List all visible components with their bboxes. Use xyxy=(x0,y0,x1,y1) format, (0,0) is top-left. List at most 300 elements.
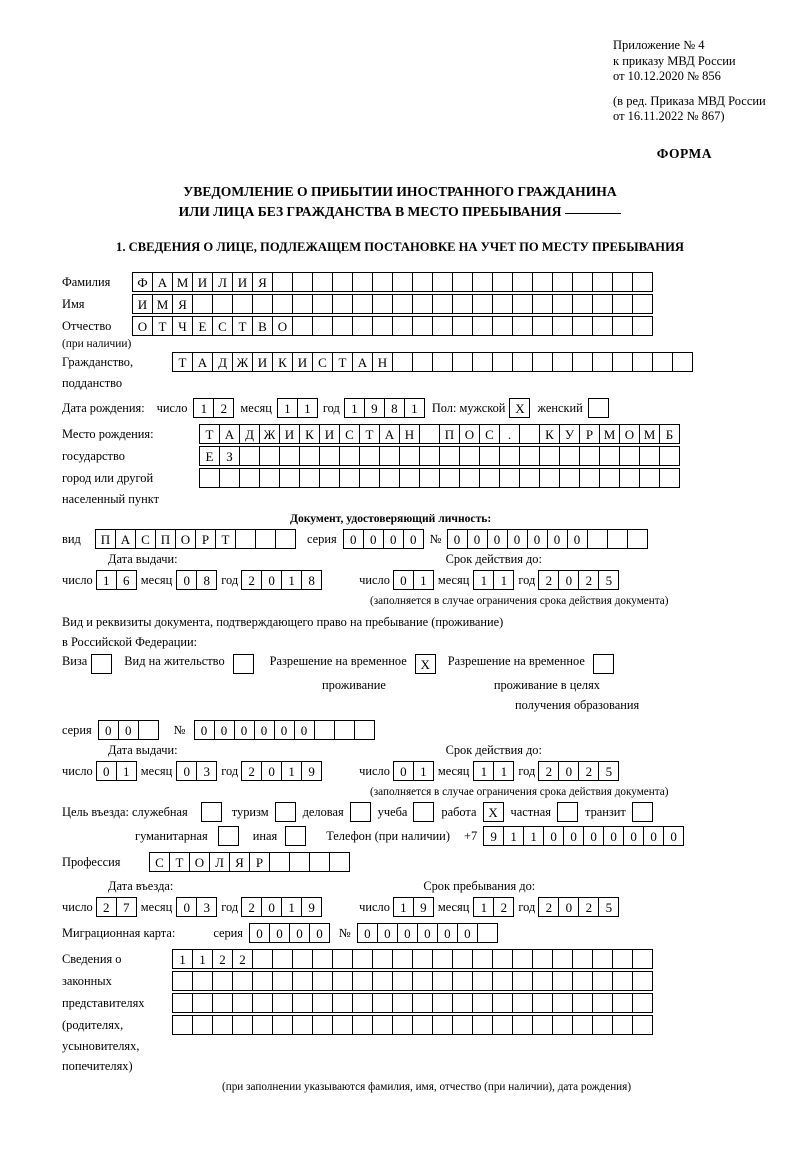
char-cell[interactable] xyxy=(199,468,220,488)
char-cell[interactable] xyxy=(372,993,393,1013)
char-cell[interactable]: А xyxy=(379,424,400,444)
purpose-business-checkbox[interactable] xyxy=(350,802,371,822)
char-cell[interactable]: 1 xyxy=(503,826,524,846)
mig-series-boxes[interactable] xyxy=(249,923,329,943)
char-cell[interactable] xyxy=(392,352,413,372)
char-cell[interactable] xyxy=(412,993,433,1013)
char-cell[interactable] xyxy=(272,1015,293,1035)
char-cell[interactable]: Е xyxy=(192,316,213,336)
char-cell[interactable] xyxy=(292,1015,313,1035)
char-cell[interactable] xyxy=(279,468,300,488)
char-cell[interactable] xyxy=(332,993,353,1013)
char-cell[interactable]: Т xyxy=(359,424,380,444)
char-cell[interactable]: 0 xyxy=(547,529,568,549)
char-cell[interactable] xyxy=(459,468,480,488)
char-cell[interactable]: М xyxy=(639,424,660,444)
char-cell[interactable]: 0 xyxy=(507,529,528,549)
char-cell[interactable]: 1 xyxy=(473,570,494,590)
char-cell[interactable] xyxy=(632,352,653,372)
sex-male-checkbox[interactable]: Х xyxy=(509,398,530,418)
char-cell[interactable] xyxy=(579,446,600,466)
char-cell[interactable]: И xyxy=(319,424,340,444)
char-cell[interactable] xyxy=(412,294,433,314)
char-cell[interactable]: 3 xyxy=(196,897,217,917)
char-cell[interactable]: 0 xyxy=(214,720,235,740)
char-cell[interactable]: 0 xyxy=(397,923,418,943)
char-cell[interactable] xyxy=(492,352,513,372)
char-cell[interactable]: 0 xyxy=(118,720,139,740)
char-cell[interactable]: Л xyxy=(209,852,230,872)
char-cell[interactable] xyxy=(232,993,253,1013)
char-cell[interactable] xyxy=(192,971,213,991)
char-cell[interactable] xyxy=(499,446,520,466)
char-cell[interactable]: 2 xyxy=(578,570,599,590)
char-cell[interactable] xyxy=(379,468,400,488)
char-cell[interactable] xyxy=(512,294,533,314)
char-cell[interactable] xyxy=(352,993,373,1013)
char-cell[interactable]: Я xyxy=(252,272,273,292)
doc-valid-year-boxes[interactable] xyxy=(538,570,618,590)
patronymic-boxes[interactable] xyxy=(132,316,652,336)
legal-row-2[interactable] xyxy=(172,971,652,991)
char-cell[interactable] xyxy=(329,852,350,872)
char-cell[interactable]: 2 xyxy=(538,897,559,917)
char-cell[interactable] xyxy=(599,468,620,488)
char-cell[interactable]: 0 xyxy=(294,720,315,740)
char-cell[interactable]: 0 xyxy=(393,761,414,781)
char-cell[interactable] xyxy=(352,316,373,336)
char-cell[interactable]: Л xyxy=(212,272,233,292)
char-cell[interactable] xyxy=(354,720,375,740)
char-cell[interactable]: 0 xyxy=(261,897,282,917)
char-cell[interactable] xyxy=(332,1015,353,1035)
char-cell[interactable] xyxy=(352,1015,373,1035)
char-cell[interactable] xyxy=(492,316,513,336)
char-cell[interactable] xyxy=(492,272,513,292)
char-cell[interactable] xyxy=(512,272,533,292)
char-cell[interactable] xyxy=(532,294,553,314)
char-cell[interactable]: 0 xyxy=(487,529,508,549)
char-cell[interactable] xyxy=(239,446,260,466)
char-cell[interactable] xyxy=(519,446,540,466)
char-cell[interactable]: 9 xyxy=(413,897,434,917)
char-cell[interactable] xyxy=(519,424,540,444)
char-cell[interactable]: 0 xyxy=(377,923,398,943)
char-cell[interactable]: Н xyxy=(399,424,420,444)
char-cell[interactable] xyxy=(619,468,640,488)
char-cell[interactable]: И xyxy=(292,352,313,372)
char-cell[interactable]: 0 xyxy=(269,923,290,943)
char-cell[interactable]: 1 xyxy=(96,570,117,590)
char-cell[interactable]: 1 xyxy=(473,761,494,781)
char-cell[interactable] xyxy=(472,1015,493,1035)
char-cell[interactable] xyxy=(312,294,333,314)
char-cell[interactable] xyxy=(552,971,573,991)
char-cell[interactable]: З xyxy=(219,446,240,466)
char-cell[interactable] xyxy=(512,352,533,372)
char-cell[interactable]: Ф xyxy=(132,272,153,292)
char-cell[interactable] xyxy=(632,316,653,336)
birth-month-boxes[interactable] xyxy=(277,398,317,418)
char-cell[interactable] xyxy=(552,352,573,372)
char-cell[interactable]: 5 xyxy=(598,570,619,590)
char-cell[interactable] xyxy=(532,993,553,1013)
char-cell[interactable] xyxy=(259,446,280,466)
char-cell[interactable] xyxy=(412,971,433,991)
char-cell[interactable] xyxy=(372,1015,393,1035)
char-cell[interactable] xyxy=(532,949,553,969)
char-cell[interactable]: С xyxy=(339,424,360,444)
char-cell[interactable] xyxy=(312,949,333,969)
char-cell[interactable]: 0 xyxy=(357,923,378,943)
char-cell[interactable]: 0 xyxy=(176,897,197,917)
char-cell[interactable]: В xyxy=(252,316,273,336)
char-cell[interactable]: М xyxy=(172,272,193,292)
char-cell[interactable]: 0 xyxy=(383,529,404,549)
char-cell[interactable] xyxy=(552,949,573,969)
char-cell[interactable] xyxy=(452,352,473,372)
char-cell[interactable] xyxy=(392,971,413,991)
char-cell[interactable] xyxy=(472,294,493,314)
char-cell[interactable]: 2 xyxy=(232,949,253,969)
char-cell[interactable]: 0 xyxy=(194,720,215,740)
char-cell[interactable]: О xyxy=(459,424,480,444)
char-cell[interactable]: 0 xyxy=(583,826,604,846)
char-cell[interactable] xyxy=(539,446,560,466)
char-cell[interactable]: 1 xyxy=(404,398,425,418)
char-cell[interactable]: Р xyxy=(579,424,600,444)
edu-residence-checkbox[interactable] xyxy=(593,654,614,674)
char-cell[interactable] xyxy=(392,1015,413,1035)
char-cell[interactable]: 0 xyxy=(527,529,548,549)
char-cell[interactable]: А xyxy=(219,424,240,444)
char-cell[interactable] xyxy=(272,993,293,1013)
char-cell[interactable]: 0 xyxy=(558,761,579,781)
char-cell[interactable] xyxy=(472,316,493,336)
char-cell[interactable] xyxy=(639,446,660,466)
char-cell[interactable] xyxy=(339,468,360,488)
char-cell[interactable] xyxy=(532,352,553,372)
char-cell[interactable]: 0 xyxy=(643,826,664,846)
char-cell[interactable] xyxy=(612,294,633,314)
char-cell[interactable] xyxy=(552,993,573,1013)
char-cell[interactable] xyxy=(632,294,653,314)
char-cell[interactable] xyxy=(352,971,373,991)
doc-valid-month-boxes[interactable] xyxy=(473,570,513,590)
char-cell[interactable] xyxy=(412,272,433,292)
char-cell[interactable]: 0 xyxy=(543,826,564,846)
char-cell[interactable] xyxy=(332,294,353,314)
char-cell[interactable] xyxy=(299,468,320,488)
char-cell[interactable] xyxy=(632,949,653,969)
char-cell[interactable] xyxy=(412,316,433,336)
char-cell[interactable] xyxy=(552,1015,573,1035)
char-cell[interactable]: 2 xyxy=(538,570,559,590)
char-cell[interactable] xyxy=(272,272,293,292)
char-cell[interactable] xyxy=(659,468,680,488)
profession-boxes[interactable] xyxy=(149,852,349,872)
char-cell[interactable]: С xyxy=(135,529,156,549)
char-cell[interactable]: 6 xyxy=(116,570,137,590)
char-cell[interactable]: О xyxy=(619,424,640,444)
char-cell[interactable]: 0 xyxy=(289,923,310,943)
char-cell[interactable] xyxy=(334,720,355,740)
char-cell[interactable] xyxy=(372,949,393,969)
char-cell[interactable] xyxy=(232,971,253,991)
char-cell[interactable] xyxy=(359,468,380,488)
char-cell[interactable] xyxy=(599,446,620,466)
char-cell[interactable] xyxy=(299,446,320,466)
stay-year-boxes[interactable] xyxy=(538,897,618,917)
char-cell[interactable] xyxy=(352,949,373,969)
char-cell[interactable]: И xyxy=(192,272,213,292)
permit-valid-day-boxes[interactable] xyxy=(393,761,433,781)
char-cell[interactable] xyxy=(392,294,413,314)
char-cell[interactable]: . xyxy=(499,424,520,444)
permit-number-boxes[interactable] xyxy=(194,720,374,740)
char-cell[interactable]: 0 xyxy=(663,826,684,846)
char-cell[interactable]: 0 xyxy=(261,570,282,590)
char-cell[interactable] xyxy=(652,352,673,372)
char-cell[interactable]: Т xyxy=(332,352,353,372)
char-cell[interactable]: 9 xyxy=(483,826,504,846)
char-cell[interactable]: 9 xyxy=(301,897,322,917)
char-cell[interactable]: А xyxy=(152,272,173,292)
purpose-humanitarian-checkbox[interactable] xyxy=(218,826,239,846)
char-cell[interactable] xyxy=(372,272,393,292)
char-cell[interactable]: Б xyxy=(659,424,680,444)
doc-issue-month-boxes[interactable] xyxy=(176,570,216,590)
char-cell[interactable]: Н xyxy=(372,352,393,372)
char-cell[interactable]: 2 xyxy=(212,949,233,969)
char-cell[interactable] xyxy=(592,949,613,969)
birth-day-boxes[interactable] xyxy=(193,398,233,418)
char-cell[interactable] xyxy=(252,1015,273,1035)
char-cell[interactable]: К xyxy=(272,352,293,372)
char-cell[interactable] xyxy=(252,993,273,1013)
permit-series-boxes[interactable] xyxy=(98,720,158,740)
char-cell[interactable] xyxy=(359,446,380,466)
char-cell[interactable] xyxy=(192,1015,213,1035)
char-cell[interactable]: 0 xyxy=(558,570,579,590)
purpose-other-checkbox[interactable] xyxy=(285,826,306,846)
char-cell[interactable]: 0 xyxy=(96,761,117,781)
char-cell[interactable] xyxy=(472,352,493,372)
char-cell[interactable] xyxy=(332,316,353,336)
char-cell[interactable] xyxy=(432,971,453,991)
char-cell[interactable]: М xyxy=(152,294,173,314)
char-cell[interactable] xyxy=(592,1015,613,1035)
char-cell[interactable] xyxy=(492,1015,513,1035)
char-cell[interactable] xyxy=(539,468,560,488)
char-cell[interactable]: Т xyxy=(172,352,193,372)
char-cell[interactable] xyxy=(372,971,393,991)
char-cell[interactable]: Д xyxy=(212,352,233,372)
permit-issue-day-boxes[interactable] xyxy=(96,761,136,781)
char-cell[interactable]: И xyxy=(132,294,153,314)
permit-issue-month-boxes[interactable] xyxy=(176,761,216,781)
char-cell[interactable]: 0 xyxy=(558,897,579,917)
char-cell[interactable] xyxy=(572,1015,593,1035)
char-cell[interactable] xyxy=(259,468,280,488)
doc-kind-boxes[interactable] xyxy=(95,529,295,549)
char-cell[interactable]: К xyxy=(299,424,320,444)
char-cell[interactable]: Д xyxy=(239,424,260,444)
char-cell[interactable]: 2 xyxy=(241,570,262,590)
char-cell[interactable]: 2 xyxy=(241,897,262,917)
char-cell[interactable] xyxy=(587,529,608,549)
char-cell[interactable]: П xyxy=(155,529,176,549)
char-cell[interactable]: И xyxy=(232,272,253,292)
char-cell[interactable] xyxy=(372,316,393,336)
char-cell[interactable]: У xyxy=(559,424,580,444)
char-cell[interactable]: 2 xyxy=(578,761,599,781)
char-cell[interactable] xyxy=(519,468,540,488)
char-cell[interactable]: 0 xyxy=(623,826,644,846)
char-cell[interactable]: 1 xyxy=(172,949,193,969)
birth-place-row-1[interactable] xyxy=(199,424,679,444)
char-cell[interactable]: 0 xyxy=(98,720,119,740)
char-cell[interactable] xyxy=(439,446,460,466)
char-cell[interactable]: 2 xyxy=(213,398,234,418)
char-cell[interactable] xyxy=(419,468,440,488)
char-cell[interactable]: 1 xyxy=(493,761,514,781)
char-cell[interactable] xyxy=(252,949,273,969)
char-cell[interactable]: 0 xyxy=(417,923,438,943)
char-cell[interactable] xyxy=(452,971,473,991)
char-cell[interactable]: 2 xyxy=(241,761,262,781)
char-cell[interactable] xyxy=(419,424,440,444)
char-cell[interactable] xyxy=(412,949,433,969)
char-cell[interactable]: Я xyxy=(229,852,250,872)
char-cell[interactable] xyxy=(432,294,453,314)
char-cell[interactable] xyxy=(275,529,296,549)
char-cell[interactable] xyxy=(352,272,373,292)
char-cell[interactable] xyxy=(432,352,453,372)
char-cell[interactable] xyxy=(452,294,473,314)
purpose-official-checkbox[interactable] xyxy=(201,802,222,822)
char-cell[interactable]: 1 xyxy=(281,570,302,590)
char-cell[interactable] xyxy=(452,272,473,292)
permit-issue-year-boxes[interactable] xyxy=(241,761,321,781)
char-cell[interactable] xyxy=(172,971,193,991)
char-cell[interactable] xyxy=(512,1015,533,1035)
char-cell[interactable]: 1 xyxy=(523,826,544,846)
char-cell[interactable] xyxy=(632,993,653,1013)
char-cell[interactable]: 3 xyxy=(196,761,217,781)
char-cell[interactable]: А xyxy=(352,352,373,372)
char-cell[interactable]: 0 xyxy=(254,720,275,740)
char-cell[interactable] xyxy=(392,316,413,336)
stay-month-boxes[interactable] xyxy=(473,897,513,917)
purpose-private-checkbox[interactable] xyxy=(557,802,578,822)
char-cell[interactable] xyxy=(292,993,313,1013)
char-cell[interactable]: 0 xyxy=(567,529,588,549)
char-cell[interactable]: 1 xyxy=(493,570,514,590)
legal-row-3[interactable] xyxy=(172,993,652,1013)
char-cell[interactable]: 0 xyxy=(447,529,468,549)
char-cell[interactable] xyxy=(272,294,293,314)
char-cell[interactable]: 0 xyxy=(176,761,197,781)
char-cell[interactable]: П xyxy=(95,529,116,549)
char-cell[interactable] xyxy=(439,468,460,488)
char-cell[interactable] xyxy=(192,993,213,1013)
char-cell[interactable] xyxy=(612,993,633,1013)
char-cell[interactable] xyxy=(212,1015,233,1035)
char-cell[interactable] xyxy=(292,949,313,969)
char-cell[interactable]: 0 xyxy=(274,720,295,740)
char-cell[interactable] xyxy=(532,1015,553,1035)
char-cell[interactable]: 0 xyxy=(343,529,364,549)
char-cell[interactable]: 1 xyxy=(413,761,434,781)
char-cell[interactable] xyxy=(432,316,453,336)
char-cell[interactable] xyxy=(612,949,633,969)
char-cell[interactable] xyxy=(452,316,473,336)
purpose-transit-checkbox[interactable] xyxy=(632,802,653,822)
char-cell[interactable]: 0 xyxy=(249,923,270,943)
permit-valid-year-boxes[interactable] xyxy=(538,761,618,781)
doc-issue-day-boxes[interactable] xyxy=(96,570,136,590)
char-cell[interactable] xyxy=(512,949,533,969)
residence-permit-checkbox[interactable] xyxy=(233,654,254,674)
char-cell[interactable] xyxy=(632,971,653,991)
char-cell[interactable] xyxy=(607,529,628,549)
char-cell[interactable] xyxy=(292,272,313,292)
char-cell[interactable] xyxy=(632,272,653,292)
char-cell[interactable] xyxy=(472,272,493,292)
char-cell[interactable]: Ж xyxy=(259,424,280,444)
char-cell[interactable] xyxy=(289,852,310,872)
char-cell[interactable] xyxy=(452,1015,473,1035)
char-cell[interactable]: 1 xyxy=(344,398,365,418)
char-cell[interactable]: Р xyxy=(195,529,216,549)
char-cell[interactable] xyxy=(479,446,500,466)
char-cell[interactable]: Р xyxy=(249,852,270,872)
char-cell[interactable]: 0 xyxy=(363,529,384,549)
char-cell[interactable]: С xyxy=(479,424,500,444)
legal-row-4[interactable] xyxy=(172,1015,652,1035)
char-cell[interactable]: 0 xyxy=(234,720,255,740)
char-cell[interactable] xyxy=(252,294,273,314)
char-cell[interactable] xyxy=(392,272,413,292)
entry-year-boxes[interactable] xyxy=(241,897,321,917)
char-cell[interactable] xyxy=(572,352,593,372)
char-cell[interactable] xyxy=(312,272,333,292)
char-cell[interactable] xyxy=(332,971,353,991)
char-cell[interactable] xyxy=(312,971,333,991)
char-cell[interactable]: К xyxy=(539,424,560,444)
char-cell[interactable] xyxy=(412,352,433,372)
char-cell[interactable]: Е xyxy=(199,446,220,466)
char-cell[interactable] xyxy=(172,1015,193,1035)
char-cell[interactable]: 0 xyxy=(261,761,282,781)
char-cell[interactable] xyxy=(592,352,613,372)
citizenship-boxes[interactable] xyxy=(172,352,692,372)
char-cell[interactable]: 1 xyxy=(281,761,302,781)
char-cell[interactable] xyxy=(432,993,453,1013)
char-cell[interactable]: Ч xyxy=(172,316,193,336)
char-cell[interactable] xyxy=(612,352,633,372)
char-cell[interactable]: С xyxy=(312,352,333,372)
char-cell[interactable] xyxy=(399,446,420,466)
char-cell[interactable]: 1 xyxy=(116,761,137,781)
char-cell[interactable] xyxy=(312,316,333,336)
char-cell[interactable] xyxy=(477,923,498,943)
char-cell[interactable]: 7 xyxy=(116,897,137,917)
char-cell[interactable] xyxy=(312,1015,333,1035)
char-cell[interactable] xyxy=(572,993,593,1013)
char-cell[interactable] xyxy=(559,468,580,488)
